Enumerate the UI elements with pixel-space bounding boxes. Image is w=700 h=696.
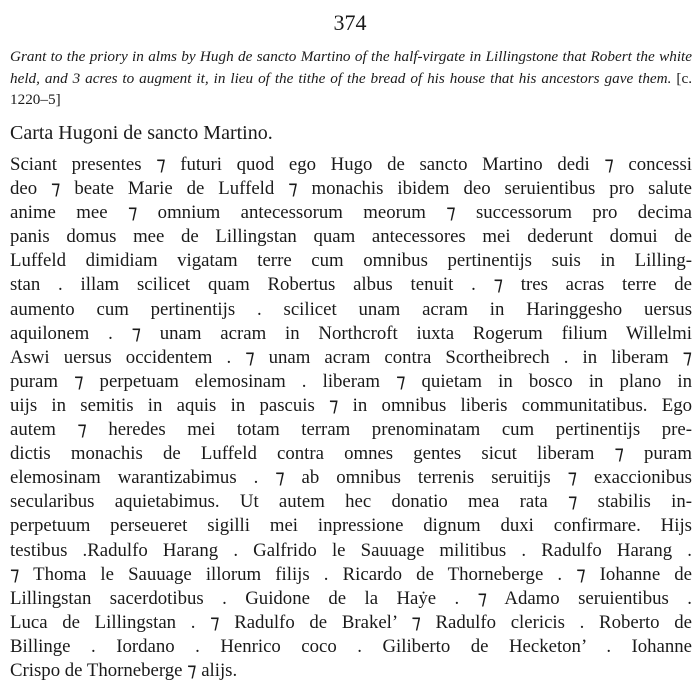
charter-body bbox=[10, 153, 692, 683]
body-line: aumento cum pertinentijs . scilicet unam acram in Haringgesho uersus bbox=[10, 298, 692, 320]
body-line: aquilonem . ⁊ unam acram in Northcroft iuxta Rogerum filium Willelmi bbox=[10, 322, 692, 344]
body-line: testibus .Radulfo Harang . Galfrido le Sauuage militibus . Radulfo Harang . bbox=[10, 539, 692, 561]
summary-text: Grant to the priory in alms by Hugh de sancto Martino of the half-virgate in Lillingstone that Robert the white held, and 3 acres to augment it, in lieu of the tithe of the bread of his house that his ancestors gave them. bbox=[10, 48, 692, 87]
body-line: Luffeld dimidiam vigatam terre cum omnibus pertinentijs suis in Lilling- bbox=[10, 250, 692, 272]
body-line: perpetuum perseueret sigilli mei inpressione dignum duxi confirmare. Hijs bbox=[10, 515, 692, 537]
body-line: deo ⁊ beate Marie de Luffeld ⁊ monachis ibidem deo seruientibus pro salute bbox=[10, 178, 692, 200]
charter-heading: Carta Hugoni de sancto Martino. bbox=[10, 122, 273, 144]
body-line: Sciant presentes ⁊ futuri quod ego Hugo de sancto Martino dedi ⁊ concessi bbox=[10, 154, 692, 175]
body-line: secularibus aquietabimus. Ut autem hec donatio mea rata ⁊ stabilis in- bbox=[10, 491, 692, 513]
body-line: anime mee ⁊ omnium antecessorum meorum ⁊ successorum pro decima bbox=[10, 202, 692, 224]
body-line: ⁊ Thoma le Sauuage illorum filijs . Ricardo de Thorneberge . ⁊ Iohanne de bbox=[10, 563, 692, 585]
summary-date: [c. 1220–5] bbox=[10, 69, 692, 108]
body-line: stan . illam scilicet quam Robertus albus tenuit . ⁊ tres acras terre de bbox=[10, 274, 692, 296]
body-line: Billinge . Iordano . Henrico coco . Giliberto de Hecketon’ . Iohanne bbox=[10, 635, 692, 657]
body-line: Aswi uersus occidentem . ⁊ unam acram contra Scortheibrech . in liberam ⁊ bbox=[10, 346, 692, 368]
body-line: dictis monachis de Luffeld contra omnes gentes sicut liberam ⁊ puram bbox=[10, 443, 692, 465]
body-line: Lillingstan sacerdotibus . Guidone de la Haẏe . ⁊ Adamo seruientibus . bbox=[10, 587, 692, 609]
body-line: autem ⁊ heredes mei totam terram prenominatam cum pertinentijs pre- bbox=[10, 419, 692, 441]
body-line: puram ⁊ perpetuam elemosinam . liberam ⁊ quietam in bosco in plano in bbox=[10, 370, 692, 392]
body-line: panis domus mee de Lillingstan quam antecessores mei dederunt domui de bbox=[10, 226, 692, 248]
body-line: uijs in semitis in aquis in pascuis ⁊ in omnibus liberis communitatibus. Ego bbox=[10, 394, 692, 416]
body-line: Luca de Lillingstan . ⁊ Radulfo de Brakel’ ⁊ Radulfo clericis . Roberto de bbox=[10, 611, 692, 633]
page-number: 374 bbox=[333, 10, 367, 35]
charter-summary bbox=[10, 46, 692, 111]
body-line: Crispo de Thorneberge ⁊ alijs. bbox=[10, 659, 238, 681]
body-line: elemosinam warantizabimus . ⁊ ab omnibus terrenis seruitijs ⁊ exaccionibus bbox=[10, 467, 692, 489]
